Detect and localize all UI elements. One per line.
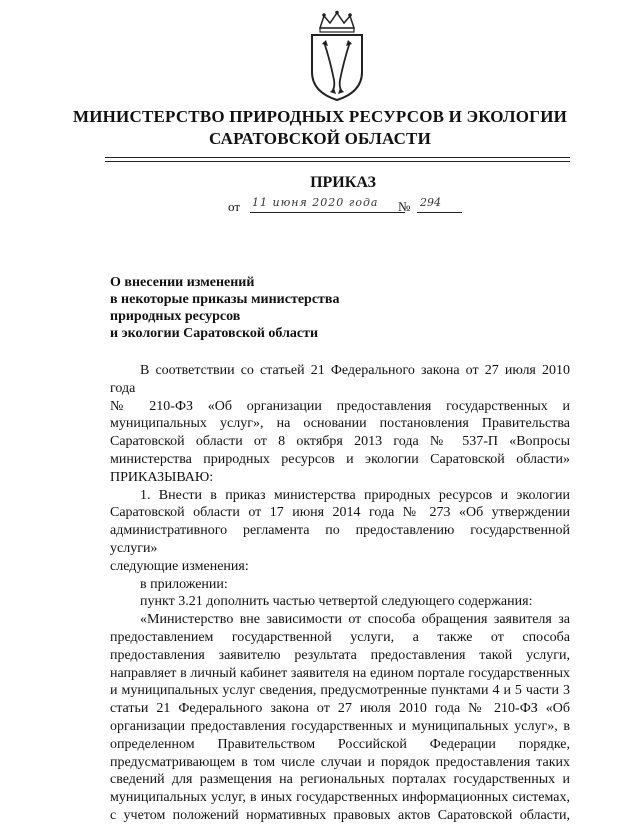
body-line: предоставлением государственной услуги, а также от способа — [110, 629, 570, 645]
order-title: ПРИКАЗ — [310, 174, 376, 191]
body-line: 1. Внести в приказ министерства природных ресурсов и экологии — [140, 487, 570, 503]
ministry-name-line2: САРАТОВСКОЙ ОБЛАСТИ — [208, 129, 432, 148]
body-line: организации предоставления государственных и муниципальных услуг», в — [110, 718, 570, 734]
body-line: административного регламента по предоставлению государственной услуги» — [110, 523, 570, 556]
body-line: Саратовской области от 17 июня 2014 года № 273 «Об утверждении — [110, 505, 570, 521]
body-line: определенном Правительством Российской Федерации порядке, — [110, 736, 570, 752]
order-subject — [110, 274, 339, 342]
body-line: № 210-ФЗ «Об организации предоставления государственных и — [110, 398, 570, 414]
number-label: № — [398, 199, 411, 214]
body-line: статьи 21 Федерального закона от 27 июля 2010 года № 210-ФЗ «Об — [110, 701, 570, 717]
body-line: пункт 3.21 дополнить частью четвертой следующего содержания: — [140, 594, 533, 610]
body-line: «Министерство вне зависимости от способа обращения заявителя за — [140, 612, 570, 628]
subject-line: природных ресурсов — [110, 309, 241, 324]
coat-of-arms-icon — [300, 10, 374, 102]
body-line: в приложении: — [140, 576, 228, 592]
number-underline — [417, 212, 462, 213]
body-line: В соответствии со статьей 21 Федерального закона от 27 июля 2010 года — [110, 363, 570, 396]
body-line: Саратовской области от 8 октября 2013 года № 537-П «Вопросы — [110, 434, 570, 450]
body-line: сведений для размещения на региональных порталах государственных и — [110, 772, 570, 788]
date-prefix: от — [228, 199, 241, 214]
header-divider-thin — [105, 161, 570, 162]
order-date-number-row — [220, 198, 470, 218]
header-divider-thick — [105, 157, 570, 158]
subject-line: О внесении изменений — [110, 275, 255, 290]
subject-line: в некоторые приказы министерства — [110, 292, 340, 307]
body-line: предоставления заявителю результата предоставления такой услуги, — [110, 647, 570, 663]
body-line: министерства природных ресурсов и экологии Саратовской области» — [110, 451, 570, 467]
handwritten-number: 294 — [420, 196, 441, 209]
body-line: и муниципальных услуг сведения, предусмотренные пунктами 4 и 5 части 3 — [110, 683, 570, 699]
body-line: с учетом положений нормативных правовых актов Саратовской области, — [110, 807, 570, 823]
date-underline — [250, 212, 405, 213]
ministry-name-line1: МИНИСТЕРСТВО ПРИРОДНЫХ РЕСУРСОВ И ЭКОЛОГИИ — [72, 107, 568, 126]
handwritten-date: 11 июня 2020 года — [252, 196, 379, 209]
body-line: направляет в личный кабинет заявителя на едином портале государственных — [110, 665, 570, 681]
order-body — [110, 362, 570, 825]
body-line: предусматривающем в том числе случаи и порядок предоставления таких — [110, 754, 570, 770]
body-line: следующие изменения: — [110, 558, 249, 574]
body-line-command: ПРИКАЗЫВАЮ: — [110, 469, 214, 485]
body-line: муниципальных услуг», на основании постановления Правительства — [110, 416, 570, 432]
body-line: муниципальных услуг, в иных государственных информационных системах, — [110, 790, 570, 806]
subject-line: и экологии Саратовской области — [110, 326, 319, 341]
